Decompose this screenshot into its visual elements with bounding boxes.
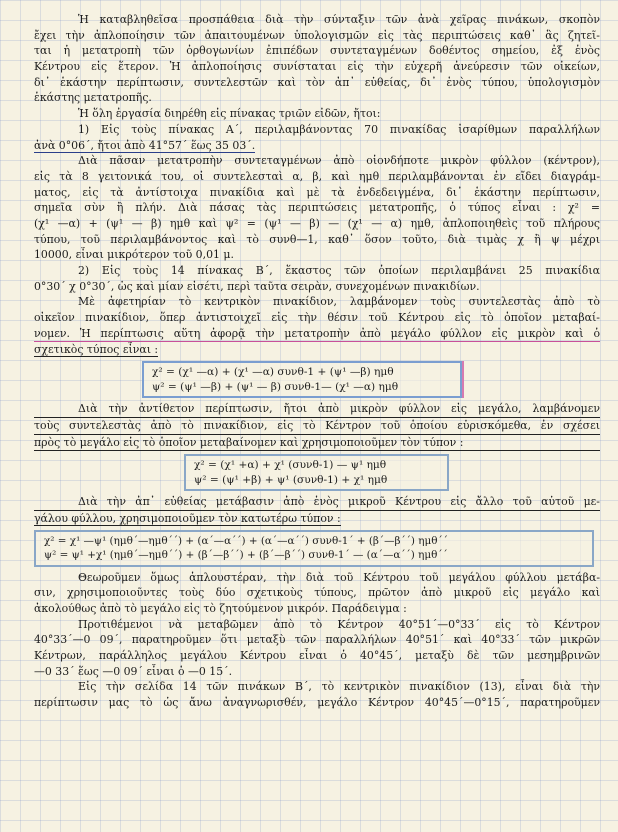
paragraph-conversion [34, 153, 600, 263]
text-line: οἰκεῖον πινακίδιον, ὅπερ ἀντιστοιχεῖ εἰς τὴν θέσιν τοῦ Κέντρου εἰς τὸ ὁποῖον μεταβαί- [34, 311, 600, 325]
text-line: Μὲ ἀφετηρίαν τὸ κεντρικὸν πινακίδιον, λαμβάνομεν τοὺς συντελεστὰς ἀπὸ τὸ [78, 295, 600, 309]
formula-box-large-to-small [142, 361, 462, 398]
text-line: σιν, χρησιμοποιοῦντες τοὺς δύο σχετικοὺς τύπους, πρῶτον ἀπὸ μικροῦ εἰς μεγάλο καὶ [34, 586, 600, 600]
text-line-underlined: πρὸς τὸ μεγάλο εἰς τὸ ὁποῖον μεταβαίνομεν καὶ χρησιμοποιοῦμεν τὸν τύπον : [34, 435, 600, 452]
formula-line: χ² = (χ¹ —α) + (χ¹ —α) συνθ-1 + (ψ¹ —β) ημθ [152, 366, 394, 379]
text-line: σημεῖα σὺν ἢ πλήν. Διὰ πάσας τὰς περιπτώσεις μετατροπῆς, ὁ τύπος εἶναι : χ² = [34, 201, 600, 215]
paragraph-simpler-method [34, 570, 600, 617]
paragraph-central-table [34, 294, 600, 358]
text-line: Προτιθέμενοι νὰ μεταβῶμεν ἀπὸ τὸ Κέντρον 40°51΄—0°33΄ εἰς τὸ Κέντρον [78, 617, 600, 631]
text-line: ματος, εἰς τὰ ἀντίστοιχα πινακίδια καὶ μὲ τὰ ἐνδεδειγμένα, δι᾽ ἑκάστην περίπτωσιν, [34, 185, 600, 199]
text-line: 0°30΄ χ 0°30΄, ὡς καὶ μίαν εἰσέτι, περὶ ταῦτα σειρὰν, συνεχομένων πινακιδίων. [34, 279, 480, 293]
paragraph-page-14 [34, 679, 600, 710]
formula-line: ψ² = ψ¹ +χ¹ (ημθ΄—ημθ΄΄) + (β΄—β΄΄) + (β΄—β΄΄) συνθ-1΄ — (α΄—α΄΄) ημθ΄΄ [44, 549, 448, 562]
text-line: 1) Εἰς τοὺς πίνακας Α΄, περιλαμβάνοντας 70 πινακίδας ἰσαρίθμων παραλλήλων [78, 122, 600, 136]
text-line: τύπου, τοῦ περιλαμβάνοντος καὶ τὸ συνθ—1, καθ᾽ ὅσον τοῦτο, διὰ τιμὰς χ ἢ ψ μέχρι [34, 232, 600, 246]
text-line: Ἡ καταβληθεῖσα προσπάθεια διὰ τὴν σύνταξιν τῶν ἀνὰ χεῖρας πινάκων, σκοπὸν [78, 13, 600, 26]
document-page [34, 12, 600, 711]
text-line [34, 511, 600, 527]
text-line: εἰς τὰ 8 γειτονικά του, οἱ συντελεσταὶ α, β, καὶ ημθ περιλαμβάνονται ἐν εἴδει διαγράμ- [34, 169, 600, 183]
underlined-text: σχετικὸς τύπος εἶναι : [34, 343, 159, 357]
formula-box-small-to-large [184, 454, 449, 491]
formula-line: ψ² = (ψ¹ +β) + ψ¹ (συνθ-1) + χ¹ ημθ [194, 473, 388, 486]
text-line: ἀκολούθως ἀπὸ τὸ μεγάλο εἰς τὸ ζητούμενον μικρόν. Παράδειγμα : [34, 601, 407, 615]
text-line: (χ¹ —α) + (ψ¹ — β) ημθ καὶ ψ² = (ψ¹ — β) — (χ¹ — α) ημθ, ἀπλοποιηθεὶς τοῦ πλήρους [34, 216, 600, 230]
paragraph-opposite-case [34, 401, 600, 451]
text-line [34, 342, 600, 358]
text-line: περίπτωσιν μας τὸ ὡς ἄνω ἀναγνωρισθέν, μεγάλο Κέντρον 40°45΄—0°15΄, παρατηροῦμεν [34, 696, 600, 710]
text-line: Θεωροῦμεν ὅμως ἁπλουστέραν, τὴν διὰ τοῦ Κέντρου τοῦ μεγάλου φύλλου μετάβα- [78, 570, 600, 584]
text-line-underlined: τοὺς συντελεστὰς ἀπὸ τὸ πινακίδιον, εἰς τὸ Κέντρον τοῦ ὁποίου εὑρισκόμεθα, ἐν σχέσει [34, 418, 600, 435]
text-line: ἑκάστης μετατροπῆς. [34, 91, 152, 105]
text-line-underlined: Διὰ τὴν ἀπ᾽ εὐθείας μετάβασιν ἀπὸ ἑνὸς μικροῦ Κέντρου εἰς ἄλλο τοῦ αὐτοῦ με- [34, 494, 600, 511]
text-line: 2) Εἰς τοὺς 14 πίνακας Β΄, ἕκαστος τῶν ὁποίων περιλαμβάνει 25 πινακίδια [78, 264, 600, 277]
formula-line: χ² = (χ¹ +α) + χ¹ (συνθ-1) — ψ¹ ημθ [194, 459, 387, 472]
text-line: Εἰς τὴν σελίδα 14 τῶν πινάκων Β΄, τὸ κεντρικὸν πινακίδιον (13), εἶναι διὰ τὴν [78, 680, 600, 694]
formula-line: ψ² = (ψ¹ —β) + (ψ¹ — β) συνθ-1— (χ¹ —α) ημθ [152, 380, 399, 393]
text-line: Κέντρου εἰς ἕτερον. Ἡ ἀπλοποίησις συνίσταται εἰς τὴν εὐχερῆ ἀνεύρεσιν τῶν οἰκείων, [34, 60, 600, 74]
text-line [34, 138, 600, 154]
text-line: δι᾽ ἑκάστην περίπτωσιν, συντελεστῶν καὶ τὸν ἀπ᾽ εὐθείας, δι᾽ ἑνὸς τύπου, ὑπολογισμὸν [34, 75, 600, 89]
paragraph-example [34, 617, 600, 680]
text-line: ἔχει τὴν ἀπλοποίησιν τῶν ἀπαιτουμένων ὑπολογισμῶν εἰς τὰς περιπτώσεις καθ᾽ ἃς ζητεῖ- [34, 28, 600, 42]
text-line: Κέντρων, παράλληλος μεγάλου Κέντρου εἶναι ὁ 40°45΄, μεταξὺ δὲ τῶν μεσημβρινῶν [34, 649, 600, 662]
text-line: ται ἡ μετατροπὴ τῶν ὀρθογωνίων ἐπιπέδων συντεταγμένων δοθέντος σημείου, ἐξ ἑνὸς [34, 44, 600, 58]
text-line-underlined: Διὰ τὴν ἀντίθετον περίπτωσιν, ἤτοι ἀπὸ μικρὸν φύλλον εἰς μεγάλο, λαμβάνομεν [34, 401, 600, 418]
paragraph-tables-b [34, 263, 600, 294]
text-line-underlined: νομεν. Ἡ περίπτωσις αὕτη ἀφορᾷ τὴν μετατροπὴν ἀπὸ μεγάλο φύλλον εἰς μικρὸν καὶ ὁ [34, 326, 600, 343]
text-line: Διὰ πᾶσαν μετατροπὴν συντεταγμένων ἀπὸ οἱονδήποτε μικρὸν φύλλον (κέντρον), [78, 154, 600, 168]
paragraph-tables-a [34, 122, 600, 153]
text-line: —0 33΄ ἕως —0 09΄ εἶναι ὁ —0 15΄. [34, 664, 233, 678]
formula-line: χ² = χ¹ —ψ¹ (ημθ΄—ημθ΄΄) + (α΄—α΄΄) + (α΄—α΄΄) συνθ-1΄ + (β΄—β΄΄) ημθ΄΄ [44, 534, 448, 547]
paragraph-direct-transfer [34, 494, 600, 526]
underlined-range: ἀνὰ 0°06΄, ἤτοι ἀπὸ 41°57΄ ἕως 35 03΄. [34, 138, 256, 152]
text-line: 10000, εἶναι μικρότερον τοῦ 0,01 μ. [34, 248, 234, 262]
underlined-text: γάλου φύλλου, χρησιμοποιοῦμεν τὸν κατωτέρω τύπον : [34, 511, 341, 525]
paragraph-division: Ἡ ὅλη ἐργασία διηρέθη εἰς πίνακας τριῶν εἰδῶν, ἤτοι: [78, 107, 381, 121]
paragraph-intro [34, 12, 600, 106]
text-line: 40°33΄—0 09΄, παρατηροῦμεν ὅτι μεταξὺ τῶν παραλλήλων 40°51΄ καὶ 40°33΄ τῶν μικρῶν [34, 633, 600, 647]
formula-box-direct [34, 530, 594, 567]
